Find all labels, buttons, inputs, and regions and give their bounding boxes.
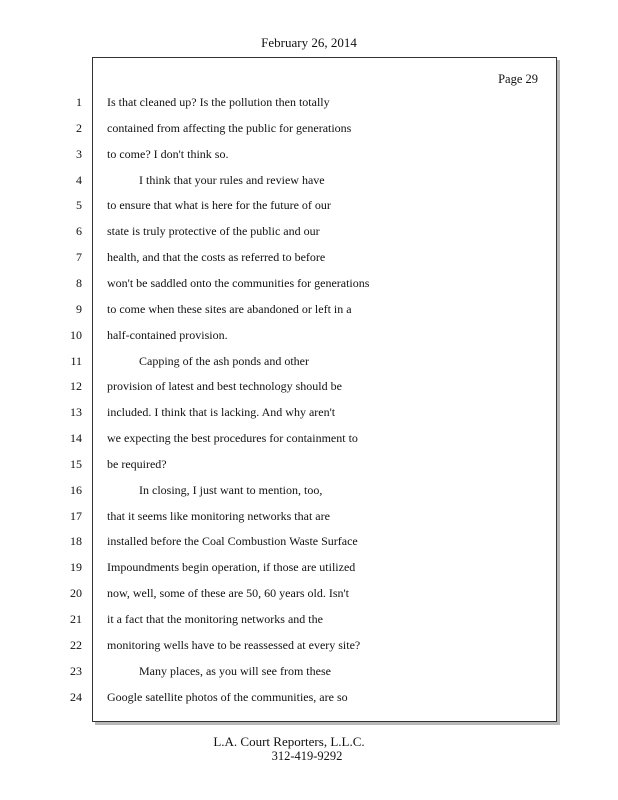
line-number: 14 — [70, 431, 82, 445]
transcript-line: it a fact that the monitoring networks and the — [107, 612, 323, 626]
transcript-line: to come when these sites are abandoned or left in a — [107, 302, 352, 316]
line-number: 2 — [76, 121, 82, 135]
line-number: 8 — [76, 276, 82, 290]
line-number: 6 — [76, 224, 82, 238]
transcript-line: Capping of the ash ponds and other — [139, 354, 309, 368]
line-number: 18 — [70, 534, 82, 548]
transcript-line: In closing, I just want to mention, too, — [139, 483, 323, 497]
page-number: Page 29 — [498, 72, 538, 86]
transcript-line: Many places, as you will see from these — [139, 664, 331, 678]
transcript-line: monitoring wells have to be reassessed at every site? — [107, 638, 361, 652]
transcript-line: now, well, some of these are 50, 60 years old. Isn't — [107, 586, 349, 600]
line-number: 5 — [76, 198, 82, 212]
line-number: 7 — [76, 250, 82, 264]
transcript-line: to come? I don't think so. — [107, 147, 229, 161]
transcript-line: Impoundments begin operation, if those are utilized — [107, 560, 356, 574]
transcript-line: included. I think that is lacking. And why aren't — [107, 405, 336, 419]
transcript-line: that it seems like monitoring networks that are — [107, 509, 330, 523]
line-number: 19 — [70, 560, 82, 574]
footer-phone: 312-419-9292 — [271, 749, 343, 763]
transcript-line: Google satellite photos of the communities, are so — [107, 690, 348, 704]
line-number: 3 — [76, 147, 82, 161]
line-number: 20 — [70, 586, 82, 600]
footer-company: L.A. Court Reporters, L.L.C. — [213, 734, 365, 749]
line-number: 12 — [70, 379, 82, 393]
transcript-line: won't be saddled onto the communities for generations — [107, 276, 370, 290]
line-number: 24 — [70, 690, 82, 704]
transcript-line: we expecting the best procedures for containment to — [107, 431, 358, 445]
line-number: 4 — [76, 173, 82, 187]
transcript-line: half-contained provision. — [107, 328, 228, 342]
transcript-line: to ensure that what is here for the future of our — [107, 198, 331, 212]
transcript-line: provision of latest and best technology should be — [107, 379, 342, 393]
transcript-line: contained from affecting the public for generations — [107, 121, 352, 135]
line-number: 22 — [70, 638, 82, 652]
transcript-line: health, and that the costs as referred to before — [107, 250, 326, 264]
header-date: February 26, 2014 — [261, 35, 357, 50]
line-number: 10 — [70, 328, 82, 342]
line-number: 21 — [70, 612, 82, 626]
line-number: 1 — [76, 95, 82, 109]
line-number: 17 — [70, 509, 82, 523]
transcript-line: Is that cleaned up? Is the pollution then totally — [107, 95, 330, 109]
line-number: 11 — [70, 354, 82, 368]
line-number: 13 — [70, 405, 82, 419]
line-number: 9 — [76, 302, 82, 316]
line-number: 15 — [70, 457, 82, 471]
transcript-line: installed before the Coal Combustion Waste Surface — [107, 534, 358, 548]
transcript-line: I think that your rules and review have — [139, 173, 325, 187]
transcript-line: state is truly protective of the public and our — [107, 224, 320, 238]
transcript-line: be required? — [107, 457, 167, 471]
line-number: 23 — [70, 664, 82, 678]
line-number: 16 — [70, 483, 82, 497]
